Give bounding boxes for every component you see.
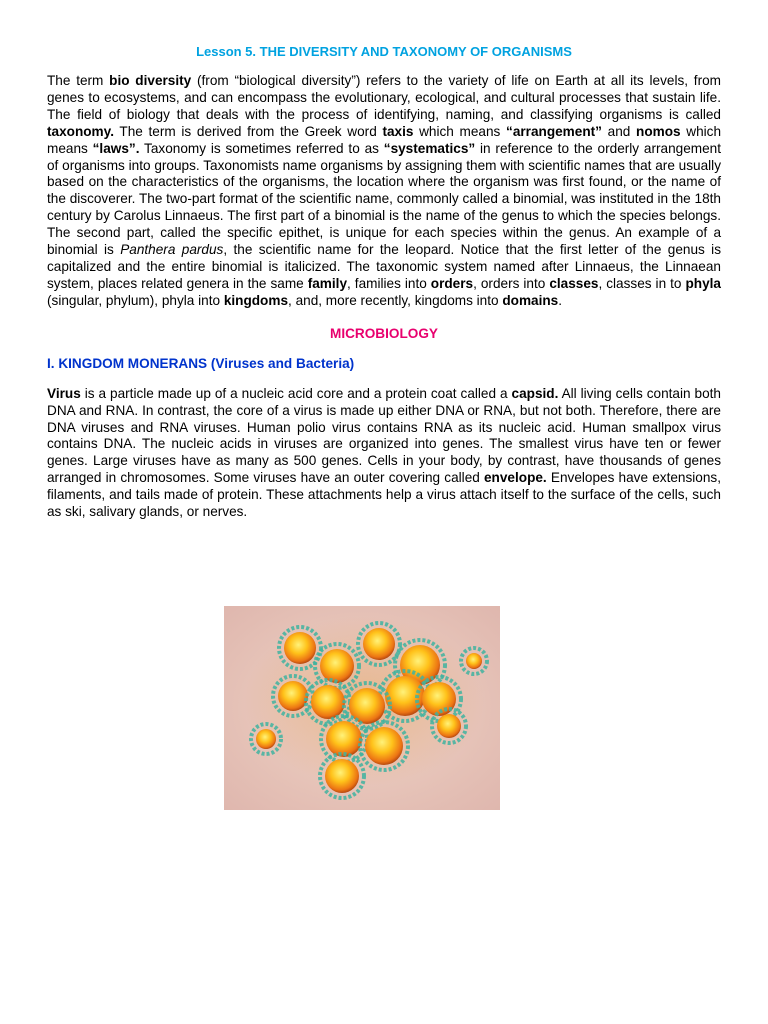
virion-core: [311, 685, 345, 719]
virion-core: [365, 727, 403, 765]
virion-core: [466, 653, 482, 669]
intro-run: family: [307, 275, 348, 291]
intro-run: in reference to the orderly arrangement of organisms into groups. Taxonomists name organisms by assigning them with scientific names that are usually based on the characteristics of the organisms, the location where the organism was first found, or the name of the discoverer. The two-part format of the scientific name, commonly called a binomial, was instituted in the 18th century by Carolus Linnaeus. The first part of a binomial is the name of the genus to which the species belongs. The second part, called the specific epithet, is unique for each species within the genus. An example of a binomial is: [47, 140, 722, 258]
kingdom-heading: I. KINGDOM MONERANS (Viruses and Bacteria): [47, 355, 355, 371]
intro-run: .: [558, 292, 563, 308]
document-page: [47, 40, 721, 521]
virion-core: [284, 632, 316, 664]
intro-run: (singular, phylum), phyla into: [47, 292, 224, 308]
virion-core: [278, 681, 308, 711]
intro-run: “systematics”: [383, 140, 476, 156]
intro-run: classes: [549, 275, 599, 291]
virion-core: [349, 688, 385, 724]
intro-run: taxis: [382, 123, 414, 139]
intro-run: domains: [502, 292, 559, 308]
intro-run: which means: [47, 123, 722, 156]
intro-run: which means: [413, 123, 507, 139]
intro-run: The term is derived from the Greek word: [113, 123, 383, 139]
intro-run: Taxonomy is sometimes referred to as: [139, 140, 384, 156]
virus-run: envelope.: [484, 470, 547, 486]
virus-run: Envelopes have extensions, filaments, and tails made of protein. These attachments help a virus attach itself to the surface of the cells, such as ski, salivary glands, or nerves.: [47, 470, 721, 520]
intro-run: Panthera pardus: [120, 242, 224, 258]
intro-run: kingdoms: [223, 292, 289, 308]
intro-run: phyla: [685, 275, 721, 291]
intro-paragraph: [47, 73, 721, 310]
intro-run: The term: [47, 73, 110, 88]
virus-micrograph-image: [224, 606, 500, 810]
intro-run: and: [601, 123, 637, 139]
intro-run: “laws”.: [92, 140, 140, 156]
virion-core: [437, 714, 461, 738]
intro-run: (from “biological diversity”) refers to the variety of life on Earth at all its levels, from genes to ecosystems, and can encompass the evolutionary, ecological, and cultural processes that sustain life. The field of biology that deals with the process of identifying, naming, and classifying organisms is called: [47, 73, 721, 122]
intro-run: “arrangement”: [506, 123, 602, 139]
lesson-title: Lesson 5. THE DIVERSITY AND TAXONOMY OF ORGANISMS: [196, 44, 572, 59]
virion-core: [326, 721, 362, 757]
virus-run: All living cells contain both DNA and RNA. In contrast, the core of a virus is made up either DNA or RNA, but not both. Therefore, there are DNA viruses and RNA viruses. Human polio virus contains RNA as its nucleic acid. Human smallpox virus contains DNA. The nucleic acids in viruses are organized into genes. The smallest virus have ten or fewer genes. Large viruses have as many as 500 genes. Cells in your body, by contrast, have thousands of genes arranged in chromosomes. Some viruses have an outer covering called: [47, 385, 721, 486]
intro-run: bio diversity: [109, 73, 192, 88]
intro-run: taxonomy.: [47, 123, 114, 139]
virus-paragraph: [47, 386, 721, 521]
virus-run: is a particle made up of a nucleic acid core and a protein coat called a: [80, 385, 512, 401]
virion-core: [256, 729, 276, 749]
virus-micrograph-drawing: [224, 606, 500, 810]
virion-core: [320, 649, 354, 683]
intro-run: , orders into: [473, 275, 550, 291]
virus-run: capsid.: [511, 385, 559, 401]
intro-run: , the scientific name for the leopard. Notice that the first letter of the genus is capitalized and the entire binomial is italicized. The taxonomic system named after Linnaeus, the Linnaean system, places related genera in the same: [47, 242, 722, 291]
intro-run: nomos: [636, 123, 681, 139]
intro-run: , and, more recently, kingdoms into: [288, 292, 503, 308]
intro-run: , families into: [347, 275, 431, 291]
intro-run: orders: [430, 275, 474, 291]
virus-run: Virus: [47, 385, 81, 401]
virion-core: [325, 759, 359, 793]
intro-run: , classes in to: [598, 275, 686, 291]
virion-core: [363, 628, 395, 660]
section-heading: MICROBIOLOGY: [330, 325, 438, 341]
